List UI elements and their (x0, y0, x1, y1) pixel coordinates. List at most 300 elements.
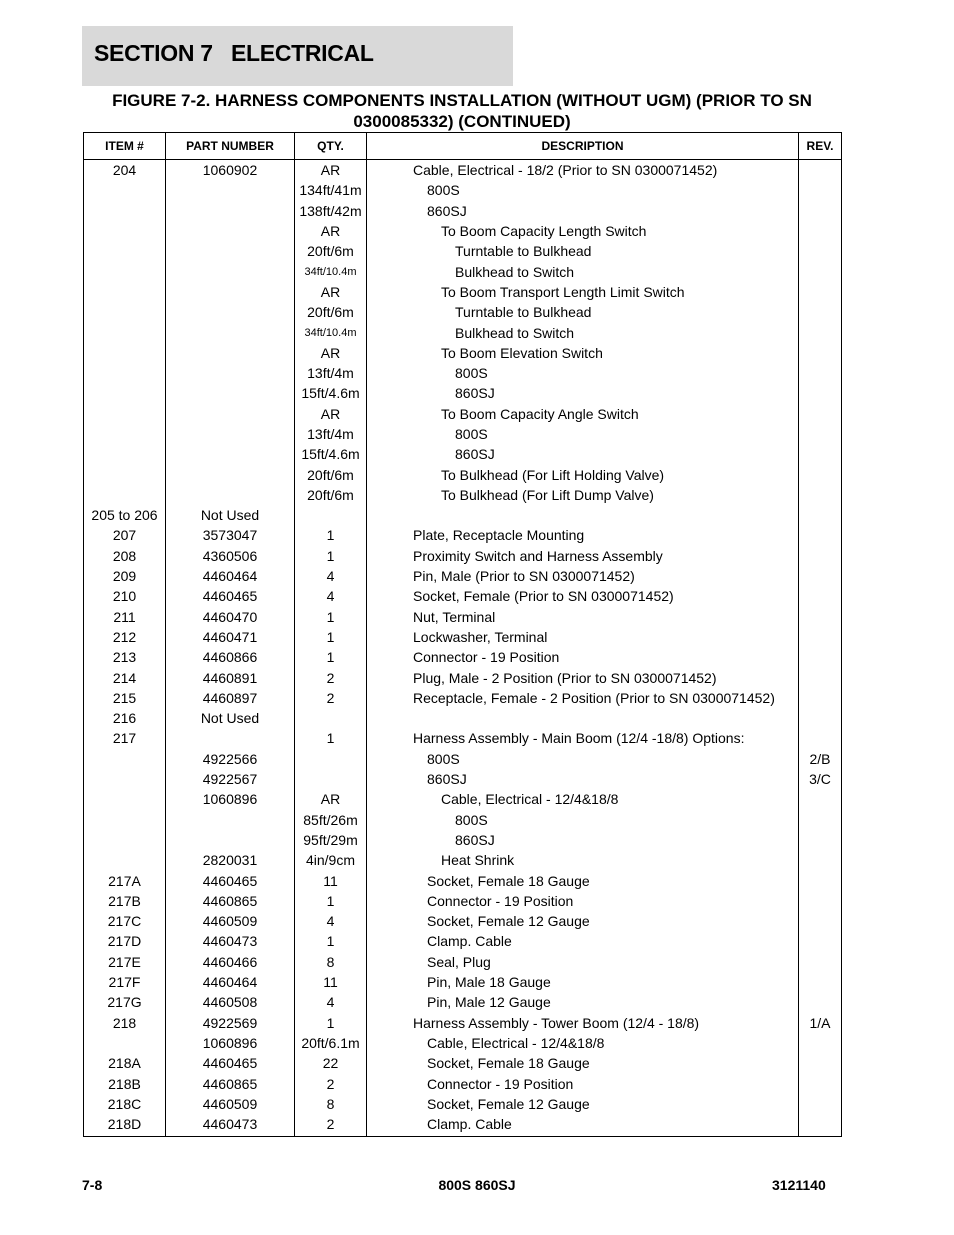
column-header-item: ITEM # (84, 133, 166, 160)
cell-rev (799, 728, 842, 748)
table-row (84, 261, 842, 281)
cell-description: Clamp. Cable (367, 1114, 799, 1137)
cell-part-number (166, 261, 295, 281)
cell-item (84, 444, 166, 464)
cell-item: 215 (84, 688, 166, 708)
cell-part-number: 1060896 (166, 1033, 295, 1053)
cell-description: Clamp. Cable (367, 931, 799, 951)
cell-item: 218A (84, 1053, 166, 1073)
cell-item: 214 (84, 667, 166, 687)
cell-item (84, 343, 166, 363)
cell-item: 207 (84, 525, 166, 545)
table-row (84, 607, 842, 627)
cell-qty: AR (295, 404, 367, 424)
cell-item: 208 (84, 546, 166, 566)
table-row (84, 911, 842, 931)
cell-item: 217 (84, 728, 166, 748)
cell-qty: 8 (295, 1094, 367, 1114)
cell-qty: AR (295, 221, 367, 241)
cell-qty: 20ft/6m (295, 485, 367, 505)
cell-qty: 11 (295, 870, 367, 890)
cell-qty: 4 (295, 586, 367, 606)
cell-rev (799, 485, 842, 505)
cell-item (84, 302, 166, 322)
table-row (84, 992, 842, 1012)
cell-part-number: 4460465 (166, 586, 295, 606)
cell-item (84, 1033, 166, 1053)
cell-qty (295, 749, 367, 769)
table-row (84, 891, 842, 911)
cell-part-number (166, 404, 295, 424)
cell-item (84, 404, 166, 424)
cell-qty: 138ft/42m (295, 201, 367, 221)
cell-part-number (166, 383, 295, 403)
cell-item (84, 363, 166, 383)
cell-part-number (166, 282, 295, 302)
cell-qty: 15ft/4.6m (295, 383, 367, 403)
table-row (84, 728, 842, 748)
table-body (84, 160, 842, 1137)
cell-qty: 13ft/4m (295, 424, 367, 444)
cell-part-number (166, 241, 295, 261)
cell-description: Cable, Electrical - 12/4&18/8 (367, 789, 799, 809)
table-row (84, 708, 842, 728)
cell-qty: 1 (295, 546, 367, 566)
cell-qty: 4in/9cm (295, 850, 367, 870)
table-row (84, 1094, 842, 1114)
table-row (84, 404, 842, 424)
cell-description: 800S (367, 424, 799, 444)
cell-rev (799, 383, 842, 403)
table-row (84, 444, 842, 464)
cell-qty: AR (295, 789, 367, 809)
cell-part-number (166, 343, 295, 363)
footer-page-number: 7-8 (82, 1177, 103, 1193)
table-row (84, 870, 842, 890)
cell-rev (799, 708, 842, 728)
cell-item: 211 (84, 607, 166, 627)
column-header-description: DESCRIPTION (367, 133, 799, 160)
cell-description: 800S (367, 810, 799, 830)
table-row (84, 282, 842, 302)
table-row (84, 322, 842, 342)
cell-part-number: 1060896 (166, 789, 295, 809)
cell-part-number: 4460464 (166, 972, 295, 992)
cell-rev (799, 424, 842, 444)
cell-description: Turntable to Bulkhead (367, 241, 799, 261)
cell-qty: 15ft/4.6m (295, 444, 367, 464)
cell-description: Connector - 19 Position (367, 647, 799, 667)
cell-item (84, 180, 166, 200)
cell-part-number: 4460865 (166, 891, 295, 911)
cell-part-number: 4922566 (166, 749, 295, 769)
cell-part-number: 4360506 (166, 546, 295, 566)
footer-models: 800S 860SJ (438, 1177, 516, 1193)
cell-description: Heat Shrink (367, 850, 799, 870)
cell-description: Pin, Male 18 Gauge (367, 972, 799, 992)
table-row (84, 1073, 842, 1093)
cell-description: To Boom Transport Length Limit Switch (367, 282, 799, 302)
cell-description: Harness Assembly - Tower Boom (12/4 - 18/8) (367, 1012, 799, 1032)
table-row (84, 972, 842, 992)
cell-rev (799, 1094, 842, 1114)
cell-qty (295, 505, 367, 525)
table-row (84, 931, 842, 951)
cell-part-number (166, 363, 295, 383)
cell-item (84, 810, 166, 830)
table-row (84, 201, 842, 221)
cell-description: 800S (367, 180, 799, 200)
cell-rev (799, 789, 842, 809)
cell-rev (799, 830, 842, 850)
cell-part-number: 4460509 (166, 1094, 295, 1114)
cell-rev (799, 221, 842, 241)
cell-qty: 1 (295, 647, 367, 667)
cell-description: Socket, Female 12 Gauge (367, 1094, 799, 1114)
cell-rev (799, 607, 842, 627)
cell-rev (799, 891, 842, 911)
table-row (84, 302, 842, 322)
cell-part-number: 4460464 (166, 566, 295, 586)
figure-title-line-1: FIGURE 7-2. HARNESS COMPONENTS INSTALLATION (WITHOUT UGM) (PRIOR TO SN (112, 91, 812, 110)
cell-qty: AR (295, 343, 367, 363)
cell-part-number (166, 485, 295, 505)
table-row (84, 180, 842, 200)
cell-qty: 1 (295, 607, 367, 627)
cell-item: 216 (84, 708, 166, 728)
cell-description: 860SJ (367, 769, 799, 789)
cell-rev (799, 931, 842, 951)
cell-item (84, 221, 166, 241)
cell-part-number: 4460465 (166, 1053, 295, 1073)
cell-rev (799, 404, 842, 424)
cell-part-number: 3573047 (166, 525, 295, 545)
cell-qty: AR (295, 160, 367, 181)
cell-qty: 20ft/6m (295, 302, 367, 322)
cell-qty: 2 (295, 1114, 367, 1137)
cell-item (84, 201, 166, 221)
cell-qty: 13ft/4m (295, 363, 367, 383)
cell-rev: 3/C (799, 769, 842, 789)
cell-item (84, 749, 166, 769)
cell-description: Connector - 19 Position (367, 891, 799, 911)
cell-rev (799, 1053, 842, 1073)
table-row (84, 952, 842, 972)
cell-description: To Bulkhead (For Lift Holding Valve) (367, 464, 799, 484)
cell-rev (799, 201, 842, 221)
cell-rev (799, 525, 842, 545)
cell-rev (799, 810, 842, 830)
cell-item: 210 (84, 586, 166, 606)
cell-part-number: 4460466 (166, 952, 295, 972)
cell-rev (799, 992, 842, 1012)
cell-description: Plate, Receptacle Mounting (367, 525, 799, 545)
cell-rev (799, 1073, 842, 1093)
table-row (84, 424, 842, 444)
cell-part-number: 2820031 (166, 850, 295, 870)
cell-description: 800S (367, 363, 799, 383)
table-header-row (84, 133, 842, 160)
cell-part-number (166, 322, 295, 342)
cell-part-number (166, 221, 295, 241)
cell-description: 800S (367, 749, 799, 769)
table-row (84, 1012, 842, 1032)
cell-part-number: 4460865 (166, 1073, 295, 1093)
cell-item (84, 850, 166, 870)
table-row (84, 586, 842, 606)
cell-item (84, 789, 166, 809)
cell-qty: 4 (295, 566, 367, 586)
cell-rev (799, 546, 842, 566)
cell-part-number (166, 180, 295, 200)
cell-part-number (166, 464, 295, 484)
cell-item (84, 383, 166, 403)
cell-rev (799, 464, 842, 484)
cell-qty: 95ft/29m (295, 830, 367, 850)
cell-description: Socket, Female (Prior to SN 0300071452) (367, 586, 799, 606)
cell-item (84, 464, 166, 484)
cell-item (84, 282, 166, 302)
cell-qty: 1 (295, 891, 367, 911)
cell-qty: 4 (295, 992, 367, 1012)
cell-item: 213 (84, 647, 166, 667)
cell-item (84, 769, 166, 789)
cell-item (84, 830, 166, 850)
cell-item (84, 424, 166, 444)
cell-item: 218B (84, 1073, 166, 1093)
cell-qty: 2 (295, 667, 367, 687)
cell-rev (799, 870, 842, 890)
cell-description: Pin, Male 12 Gauge (367, 992, 799, 1012)
cell-rev: 1/A (799, 1012, 842, 1032)
cell-part-number: 4460866 (166, 647, 295, 667)
cell-description: Nut, Terminal (367, 607, 799, 627)
cell-qty: 8 (295, 952, 367, 972)
cell-part-number: 4460509 (166, 911, 295, 931)
cell-qty: 34ft/10.4m (295, 261, 367, 281)
cell-description: To Boom Capacity Angle Switch (367, 404, 799, 424)
cell-rev (799, 302, 842, 322)
cell-rev (799, 566, 842, 586)
cell-description: 860SJ (367, 201, 799, 221)
cell-rev (799, 688, 842, 708)
table-row (84, 485, 842, 505)
figure-title (84, 90, 840, 132)
cell-qty: AR (295, 282, 367, 302)
cell-description: Cable, Electrical - 18/2 (Prior to SN 0300071452) (367, 160, 799, 181)
cell-description: Socket, Female 18 Gauge (367, 1053, 799, 1073)
cell-description: Connector - 19 Position (367, 1073, 799, 1093)
table-row (84, 749, 842, 769)
table-row (84, 505, 842, 525)
cell-part-number: 4460508 (166, 992, 295, 1012)
cell-description: Lockwasher, Terminal (367, 627, 799, 647)
cell-qty (295, 769, 367, 789)
cell-qty (295, 708, 367, 728)
table-row (84, 546, 842, 566)
cell-description: To Boom Elevation Switch (367, 343, 799, 363)
cell-part-number: 4460473 (166, 931, 295, 951)
cell-part-number (166, 424, 295, 444)
cell-item: 218C (84, 1094, 166, 1114)
cell-qty: 1 (295, 728, 367, 748)
cell-part-number (166, 728, 295, 748)
table-row (84, 810, 842, 830)
cell-description: Plug, Male - 2 Position (Prior to SN 0300071452) (367, 667, 799, 687)
footer-doc-number: 3121140 (772, 1177, 826, 1193)
cell-rev (799, 667, 842, 687)
table-row (84, 383, 842, 403)
cell-description: Bulkhead to Switch (367, 261, 799, 281)
table-row (84, 221, 842, 241)
cell-qty: 85ft/26m (295, 810, 367, 830)
cell-part-number: 4460891 (166, 667, 295, 687)
column-header-qty: QTY. (295, 133, 367, 160)
cell-item: 217D (84, 931, 166, 951)
cell-qty: 20ft/6m (295, 464, 367, 484)
cell-qty: 20ft/6.1m (295, 1033, 367, 1053)
table-row (84, 789, 842, 809)
cell-rev (799, 282, 842, 302)
table-row (84, 647, 842, 667)
cell-qty: 2 (295, 1073, 367, 1093)
cell-item (84, 261, 166, 281)
table-row (84, 850, 842, 870)
cell-qty: 34ft/10.4m (295, 322, 367, 342)
figure-title-line-2: 0300085332) (CONTINUED) (353, 112, 571, 131)
cell-rev (799, 1033, 842, 1053)
cell-description: Receptacle, Female - 2 Position (Prior to SN 0300071452) (367, 688, 799, 708)
cell-part-number: 4460473 (166, 1114, 295, 1137)
table-row (84, 566, 842, 586)
cell-part-number: 4922569 (166, 1012, 295, 1032)
cell-description: Bulkhead to Switch (367, 322, 799, 342)
cell-qty: 4 (295, 911, 367, 931)
cell-qty: 1 (295, 627, 367, 647)
cell-qty: 134ft/41m (295, 180, 367, 200)
table-row (84, 1033, 842, 1053)
cell-item: 217A (84, 870, 166, 890)
cell-description: Socket, Female 18 Gauge (367, 870, 799, 890)
cell-item: 218D (84, 1114, 166, 1137)
cell-rev: 2/B (799, 749, 842, 769)
cell-description (367, 505, 799, 525)
parts-table (83, 132, 842, 1137)
cell-rev (799, 505, 842, 525)
cell-item: 217C (84, 911, 166, 931)
table-row (84, 525, 842, 545)
cell-description: Pin, Male (Prior to SN 0300071452) (367, 566, 799, 586)
cell-item: 217E (84, 952, 166, 972)
cell-rev (799, 160, 842, 181)
cell-qty: 2 (295, 688, 367, 708)
column-header-rev: REV. (799, 133, 842, 160)
cell-rev (799, 952, 842, 972)
cell-rev (799, 647, 842, 667)
cell-qty: 20ft/6m (295, 241, 367, 261)
cell-description: 860SJ (367, 383, 799, 403)
cell-description: Socket, Female 12 Gauge (367, 911, 799, 931)
cell-rev (799, 1114, 842, 1137)
cell-item (84, 485, 166, 505)
cell-description: Harness Assembly - Main Boom (12/4 -18/8) Options: (367, 728, 799, 748)
cell-part-number (166, 201, 295, 221)
cell-rev (799, 586, 842, 606)
cell-description (367, 708, 799, 728)
table-row (84, 343, 842, 363)
cell-part-number: 4460465 (166, 870, 295, 890)
cell-rev (799, 363, 842, 383)
cell-part-number: 4460897 (166, 688, 295, 708)
cell-part-number (166, 810, 295, 830)
cell-description: 860SJ (367, 830, 799, 850)
cell-rev (799, 911, 842, 931)
cell-description: Seal, Plug (367, 952, 799, 972)
table-row (84, 627, 842, 647)
table-row (84, 160, 842, 181)
cell-rev (799, 322, 842, 342)
table-row (84, 667, 842, 687)
table-row (84, 1114, 842, 1137)
cell-rev (799, 850, 842, 870)
table-row (84, 464, 842, 484)
table-row (84, 769, 842, 789)
cell-qty: 11 (295, 972, 367, 992)
cell-item: 217G (84, 992, 166, 1012)
table-row (84, 830, 842, 850)
cell-description: 860SJ (367, 444, 799, 464)
cell-item: 218 (84, 1012, 166, 1032)
cell-description: To Bulkhead (For Lift Dump Valve) (367, 485, 799, 505)
cell-item (84, 322, 166, 342)
cell-description: Proximity Switch and Harness Assembly (367, 546, 799, 566)
cell-rev (799, 343, 842, 363)
cell-description: Cable, Electrical - 12/4&18/8 (367, 1033, 799, 1053)
table-row (84, 688, 842, 708)
cell-part-number: 4460471 (166, 627, 295, 647)
cell-item: 204 (84, 160, 166, 181)
cell-part-number: 4922567 (166, 769, 295, 789)
cell-part-number (166, 444, 295, 464)
column-header-part-number: PART NUMBER (166, 133, 295, 160)
cell-qty: 1 (295, 525, 367, 545)
cell-item: 217F (84, 972, 166, 992)
cell-description: To Boom Capacity Length Switch (367, 221, 799, 241)
cell-item: 212 (84, 627, 166, 647)
table-row (84, 241, 842, 261)
table-row (84, 363, 842, 383)
cell-qty: 1 (295, 931, 367, 951)
cell-rev (799, 972, 842, 992)
cell-rev (799, 180, 842, 200)
table-row (84, 1053, 842, 1073)
cell-rev (799, 261, 842, 281)
cell-rev (799, 241, 842, 261)
cell-part-number: Not Used (166, 708, 295, 728)
cell-part-number: 4460470 (166, 607, 295, 627)
cell-item (84, 241, 166, 261)
cell-rev (799, 444, 842, 464)
cell-qty: 22 (295, 1053, 367, 1073)
cell-qty: 1 (295, 1012, 367, 1032)
cell-part-number: Not Used (166, 505, 295, 525)
cell-description: Turntable to Bulkhead (367, 302, 799, 322)
cell-part-number (166, 302, 295, 322)
cell-part-number: 1060902 (166, 160, 295, 181)
cell-item: 209 (84, 566, 166, 586)
cell-item: 217B (84, 891, 166, 911)
section-title: SECTION 7 ELECTRICAL (94, 40, 374, 66)
